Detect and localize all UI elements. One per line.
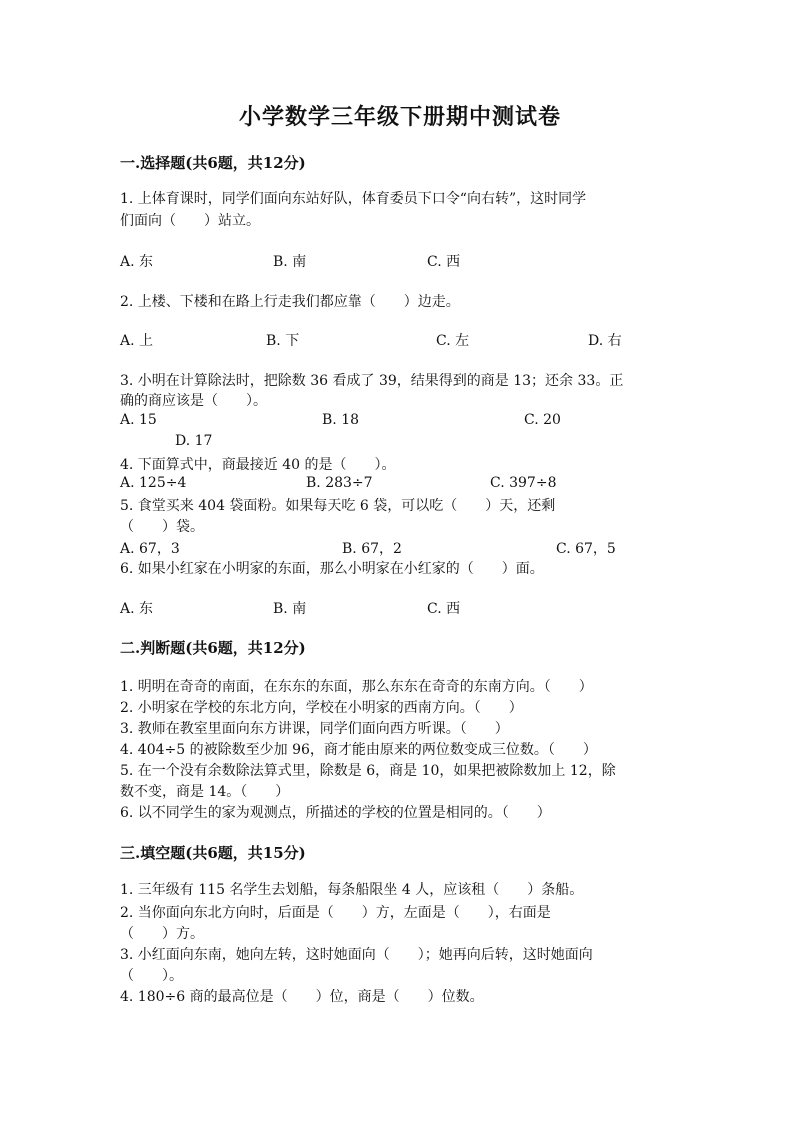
section-heading-fill: 三.填空题(共6题，共15分) — [120, 844, 306, 862]
question-4-option-a: A. 125÷4 — [120, 475, 187, 491]
question-2-option-a: A. 上 — [120, 333, 154, 349]
question-2-option-b: B. 下 — [266, 333, 300, 349]
fill-line: （ ）方。 — [120, 926, 204, 942]
judgement-line: 2. 小明家在学校的东北方向，学校在小明家的西南方向。（ ） — [120, 700, 523, 716]
question-3-option-d: D. 17 — [175, 433, 213, 449]
fill-line: 2. 当你面向东北方向时，后面是（ ）方，左面是（ ），右面是 — [120, 905, 551, 921]
fill-line: 3. 小红面向东南，她向左转，这时她面向（ ）；她再向后转，这时她面向 — [120, 947, 593, 963]
fill-line: 1. 三年级有 115 名学生去划船，每条船限坐 4 人，应该租（ ）条船。 — [120, 882, 584, 898]
question-2-option-c: C. 左 — [436, 333, 470, 349]
section-heading-choice: 一.选择题(共6题，共12分) — [120, 154, 306, 172]
question-2-text: 2. 上楼、下楼和在路上行走我们都应靠（ ）边走。 — [120, 294, 460, 310]
question-6-option-a: A. 东 — [120, 601, 154, 617]
question-4-option-b: B. 283÷7 — [306, 475, 373, 491]
question-3-option-a: A. 15 — [120, 412, 157, 428]
judgement-line: 4. 404÷5 的被除数至少加 96，商才能由原来的两位数变成三位数。（ ） — [120, 742, 597, 758]
question-1-option-c: C. 西 — [427, 254, 461, 270]
question-5-text-cont: （ ）袋。 — [120, 519, 204, 535]
section-heading-judgement: 二.判断题(共6题，共12分) — [120, 639, 306, 657]
question-3-option-c: C. 20 — [524, 412, 561, 428]
question-4-option-c: C. 397÷8 — [490, 475, 557, 491]
page-title: 小学数学三年级下册期中测试卷 — [238, 104, 561, 130]
judgement-line: 数不变，商是 14。（ ） — [120, 784, 290, 800]
fill-line: （ ）。 — [120, 968, 183, 984]
question-3-option-b: B. 18 — [322, 412, 360, 428]
question-1-option-a: A. 东 — [120, 254, 154, 270]
question-1-text-cont: 们面向（ ）站立。 — [120, 213, 260, 229]
question-5-option-b: B. 67，2 — [342, 541, 402, 557]
question-6-text: 6. 如果小红家在小明家的东面，那么小明家在小红家的（ ）面。 — [120, 561, 544, 577]
question-6-option-c: C. 西 — [427, 601, 461, 617]
question-2-option-d: D. 右 — [588, 333, 622, 349]
question-3-text: 3. 小明在计算除法时，把除数 36 看成了 39，结果得到的商是 13；还余 33。正 — [120, 373, 624, 389]
judgement-line: 3. 教师在教室里面向东方讲课，同学们面向西方听课。（ ） — [120, 721, 509, 737]
question-5-text: 5. 食堂买来 404 袋面粉。如果每天吃 6 袋，可以吃（ ）天，还剩 — [120, 498, 556, 514]
question-4-text: 4. 下面算式中，商最接近 40 的是（ ）。 — [120, 457, 396, 473]
question-3-text-cont: 确的商应该是（ ）。 — [120, 393, 267, 409]
judgement-line: 5. 在一个没有余数除法算式里，除数是 6，商是 10，如果把被除数加上 12，除 — [120, 763, 616, 779]
question-5-option-c: C. 67，5 — [556, 541, 616, 557]
fill-line: 4. 180÷6 商的最高位是（ ）位，商是（ ）位数。 — [120, 989, 484, 1005]
question-5-option-a: A. 67，3 — [120, 541, 180, 557]
question-1-option-b: B. 南 — [273, 254, 307, 270]
judgement-line: 6. 以不同学生的家为观测点，所描述的学校的位置是相同的。（ ） — [120, 805, 551, 821]
judgement-line: 1. 明明在奇奇的南面，在东东的东面，那么东东在奇奇的东南方向。（ ） — [120, 679, 593, 695]
question-6-option-b: B. 南 — [273, 601, 307, 617]
question-1-text: 1. 上体育课时，同学们面向东站好队，体育委员下口令“向右转”，这时同学 — [120, 191, 587, 207]
